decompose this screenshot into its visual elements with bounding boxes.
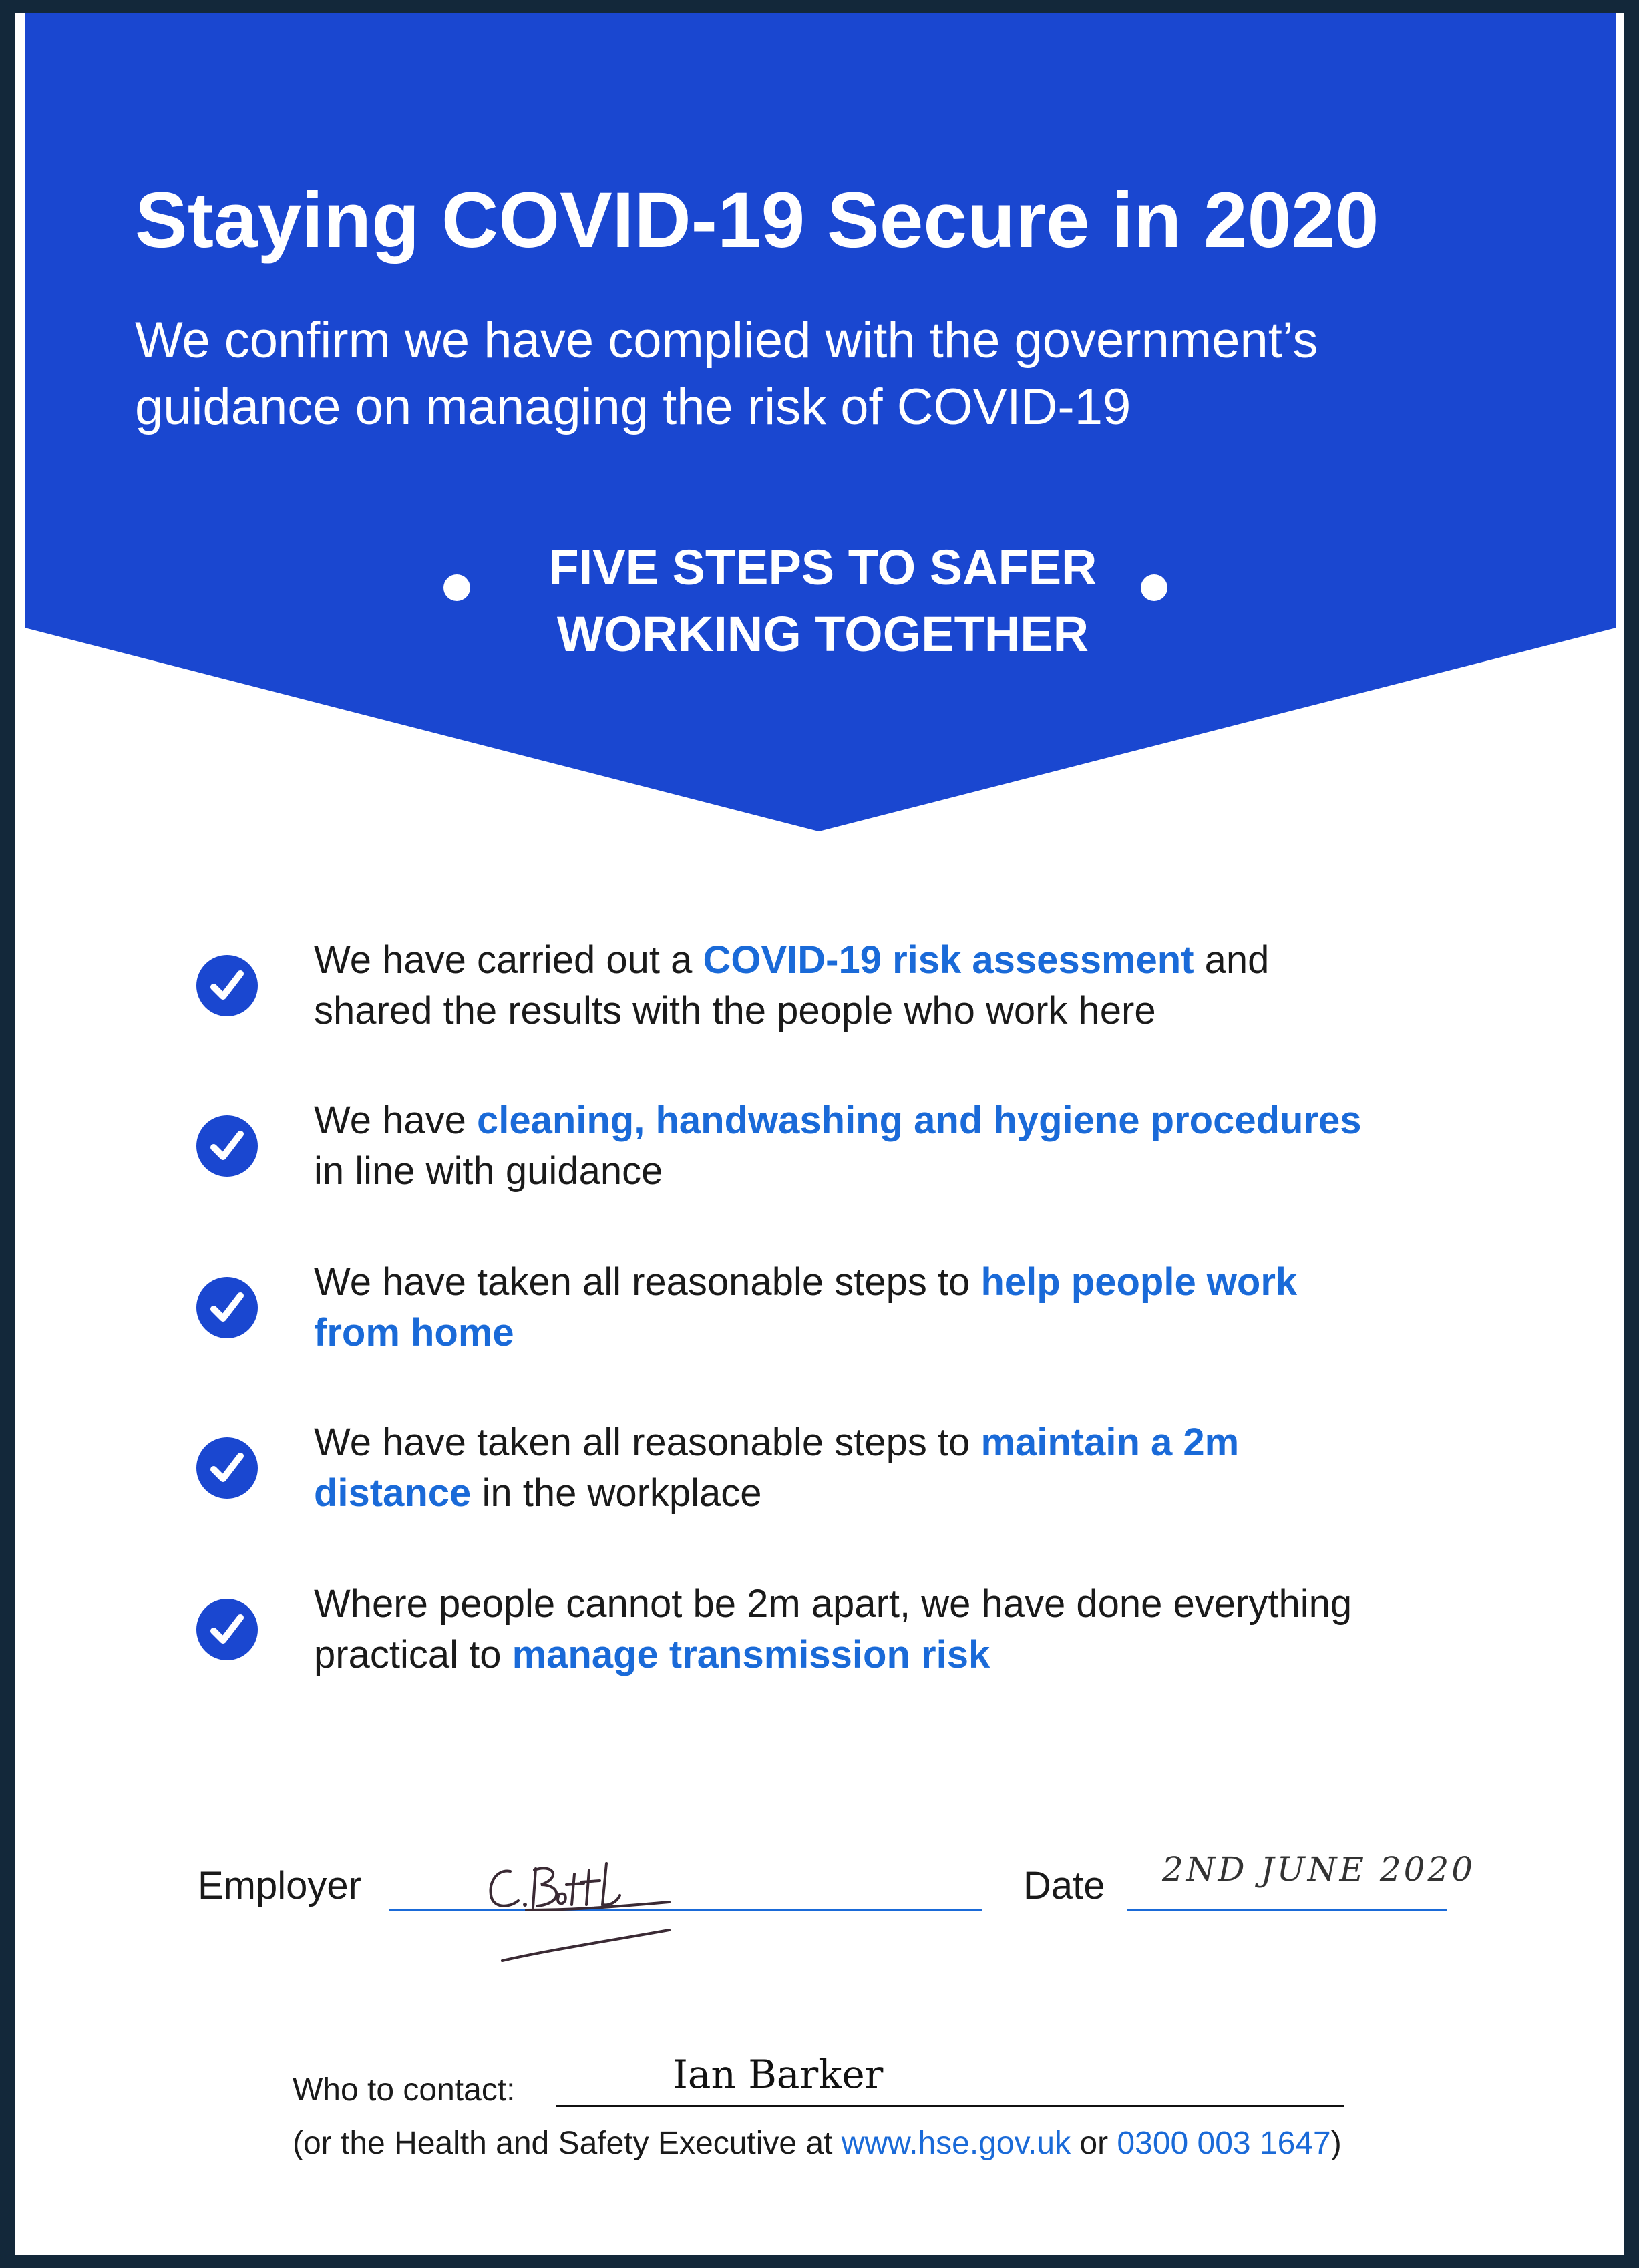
item-text-plain: shared the results with the people who work here bbox=[314, 989, 1156, 1032]
employer-label: Employer bbox=[198, 1864, 361, 1907]
hse-note bbox=[293, 2125, 1342, 2162]
steps-heading-line: WORKING TOGETHER bbox=[556, 606, 1089, 662]
checklist-item bbox=[195, 935, 1531, 1055]
steps-heading bbox=[402, 534, 1244, 668]
item-text-highlight: from home bbox=[314, 1311, 514, 1354]
hse-note-text: ) bbox=[1330, 2126, 1342, 2161]
item-text-plain: We have carried out a bbox=[314, 938, 703, 982]
check-circle-icon bbox=[195, 954, 259, 1018]
employer-signature bbox=[476, 1843, 689, 1970]
date-label: Date bbox=[1023, 1864, 1105, 1907]
item-text-plain: in the workplace bbox=[471, 1471, 762, 1515]
checklist-item bbox=[195, 1257, 1531, 1377]
subtitle-line: We confirm we have complied with the government’s bbox=[135, 312, 1318, 369]
item-text-highlight: cleaning, handwashing and hygiene procedures bbox=[476, 1099, 1362, 1142]
employer-signature-text: C.Bottle bbox=[476, 1843, 478, 1844]
handwritten-date: 2ND JUNE 2020 bbox=[1162, 1850, 1476, 1889]
hse-note-text: or bbox=[1071, 2126, 1117, 2161]
item-text-plain: in line with guidance bbox=[314, 1149, 663, 1193]
date-line bbox=[1127, 1909, 1447, 1911]
checklist-item-text bbox=[314, 1417, 1516, 1519]
certificate-sheet bbox=[15, 13, 1624, 2255]
item-text-highlight: maintain a 2m bbox=[980, 1421, 1240, 1464]
item-text-plain: We have taken all reasonable steps to bbox=[314, 1260, 981, 1304]
item-text-highlight: COVID-19 risk assessment bbox=[703, 938, 1194, 982]
hse-note-text: (or the Health and Safety Executive at bbox=[293, 2126, 842, 2161]
banner-subtitle bbox=[135, 307, 1537, 441]
check-circle-icon bbox=[195, 1597, 259, 1662]
contact-label: Who to contact: bbox=[293, 2072, 516, 2108]
checklist-item-text bbox=[314, 1579, 1516, 1680]
checklist-item-text bbox=[314, 1095, 1516, 1197]
checklist-item bbox=[195, 1579, 1531, 1699]
hse-phone-number[interactable]: 0300 003 1647 bbox=[1117, 2126, 1331, 2161]
item-text-plain: practical to bbox=[314, 1633, 512, 1676]
hse-website-link[interactable]: www.hse.gov.uk bbox=[841, 2126, 1071, 2161]
item-text-plain: Where people cannot be 2m apart, we have done everything bbox=[314, 1582, 1352, 1626]
contact-name: Ian Barker bbox=[673, 2052, 884, 2097]
checklist-item bbox=[195, 1095, 1531, 1215]
check-circle-icon bbox=[195, 1114, 259, 1178]
check-circle-icon bbox=[195, 1276, 259, 1340]
checklist-item-text bbox=[314, 935, 1516, 1036]
checklist-item-text bbox=[314, 1257, 1516, 1358]
check-circle-icon bbox=[195, 1436, 259, 1500]
item-text-highlight: distance bbox=[314, 1471, 472, 1515]
item-text-highlight: help people work bbox=[980, 1260, 1298, 1304]
item-text-plain: We have taken all reasonable steps to bbox=[314, 1421, 981, 1464]
contact-line bbox=[556, 2105, 1344, 2107]
steps-heading-line: FIVE STEPS TO SAFER bbox=[548, 540, 1097, 595]
item-text-highlight: manage transmission risk bbox=[512, 1633, 990, 1676]
page-title: Staying COVID-19 Secure in 2020 bbox=[135, 176, 1379, 264]
item-text-plain: and bbox=[1194, 938, 1270, 982]
checklist-item bbox=[195, 1417, 1531, 1537]
subtitle-line: guidance on managing the risk of COVID-19 bbox=[135, 379, 1131, 435]
item-text-plain: We have bbox=[314, 1099, 477, 1142]
bullet-dot-icon bbox=[1141, 574, 1167, 601]
